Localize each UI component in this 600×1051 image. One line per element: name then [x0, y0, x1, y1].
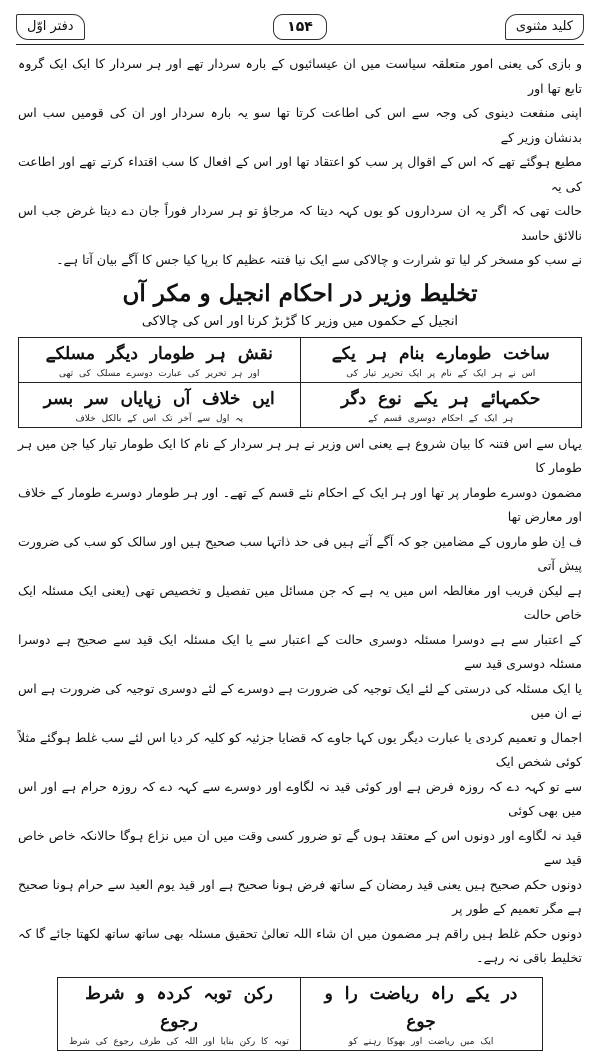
verse-cell: [19, 382, 301, 427]
verse-translation: توبہ کا رکن بنایا اور اللہ کی طرف رجوع کی شرط: [69, 1036, 289, 1047]
page-body: [18, 52, 582, 1051]
verse-row: [19, 382, 582, 427]
verse-translation: اور ہر تحریر کی عبارت دوسرے مسلک کی تھی: [59, 368, 260, 379]
verse-line: در یکے راہ ریاضت را و جوع: [324, 983, 518, 1032]
verse-line: ایں خلاف آں زپایاں سر بسر: [43, 388, 275, 409]
verse-line: رکن توبہ کردہ و شرط رجوع: [85, 983, 273, 1032]
verse-line: حکمہائے ہر یکے نوع دگر: [341, 388, 541, 409]
verse-table: [57, 977, 542, 1051]
book-title-label: کلید مثنوی: [505, 14, 584, 40]
verse-cell: [300, 382, 582, 427]
text-line: کے اعتبار سے ہے دوسرا مسئلہ دوسری حالت کے اعتبار سے یا ایک مسئلہ ایک قید سے صحیح ہے دوسرا مسئلہ دوسری قید سے: [18, 631, 582, 671]
page-number: ۱۵۴: [273, 14, 327, 40]
text-line: ہے لیکن فریب اور مغالطہ اس میں یہ ہے کہ جن مسائل میں تفصیل و تخصیص تھی (یعنی ایک مسئلہ ایک خاص حالت: [18, 582, 582, 622]
volume-label: دفتر اوّل: [16, 14, 85, 40]
verse-translation: ایک میں ریاضت اور بھوکا رہنے کو: [348, 1036, 494, 1047]
verse-cell: [58, 977, 300, 1050]
header-rule: [16, 44, 584, 45]
section-subheading: انجیل کے حکموں میں وزیر کا گڑبڑ کرنا اور اس کی چالاکی: [141, 313, 459, 329]
verse-row: [19, 337, 582, 382]
text-line: حالت تھی کہ اگر یہ ان سرداروں کو یوں کہہ دیتا کہ مرجاؤ تو ہر سردار فوراً جان دے دیتا غرض جب اس نالائق حاسد: [18, 203, 582, 243]
commentary-paragraph: [18, 432, 582, 971]
verse-line: نقش ہر طومار دیگر مسلکے: [45, 343, 273, 364]
text-line: دونوں حکم صحیح ہیں یعنی قید رمضان کے ساتھ فرض ہونا صحیح ہے اور قید یوم العید سے حرام ہونا صحیح ہے مگر تعمیم کے طور پر: [18, 876, 582, 916]
text-line: اجمال و تعمیم کردی یا عبارت دیگر یوں کہا جاوے کہ قضایا جزئیہ کو کلیہ کر دیا اس لئے سب غلط ہوگئے مثلاً کوئی شخص ایک: [18, 729, 582, 769]
text-line: یہاں سے اس فتنہ کا بیان شروع ہے یعنی اس وزیر نے ہر ہر سردار کے نام کا ایک طومار تیار کیا جن میں ہر طومار کا: [18, 435, 582, 475]
text-line: ف اِن طو ماروں کے مضامین جو کہ آگے آتے ہیں فی حد ذاتہا سب صحیح ہیں اور سالک کو سب کی ضرورت پیش آتی: [18, 533, 582, 573]
text-line: نے سب کو مسخر کر لیا تو شرارت و چالاکی سے ایک نیا فتنہ عظیم کا برپا کیا جس کا آگے بیان آتا ہے۔: [56, 252, 582, 267]
text-line: قید نہ لگاوے اور دونوں اس کے معتقد ہوں گے تو ضرور کسی وقت میں ان میں نزاع ہوگا حالانکہ خاص خاص قید سے: [18, 827, 582, 867]
text-line: اپنی منفعت دینوی کی وجہ سے اس کی اطاعت کرتا تھا سو یہ بارہ سردار اور ان کی قومیں سب اس بدنشان وزیر کے: [18, 105, 582, 145]
text-line: یا ایک مسئلہ کی درستی کے لئے ایک توجیہ کی ضرورت ہے دوسرے کے لئے دوسری توجیہ کی ضرورت ہے اس نے ان میں: [18, 680, 582, 720]
section-heading: تخلیط وزیر در احکام انجیل و مکر آں: [122, 279, 478, 307]
intro-paragraph: [18, 52, 582, 273]
page-header: [16, 14, 584, 44]
text-line: دونوں حکم غلط ہیں راقم ہر مضمون میں ان شاء اللہ تعالیٰ تحقیق مسئلہ بھی ساتھ ساتھ لکھتا جائے گا کہ تخلیط باقی نہ رہے۔: [18, 925, 582, 965]
verse-cell: [19, 337, 301, 382]
verse-cell: [300, 977, 542, 1050]
verse-translation: یہ اول سے آخر تک اس کے بالکل خلاف: [75, 413, 244, 424]
text-line: سے تو کہہ دے کہ روزہ فرض ہے اور کوئی قید نہ لگاوے اور دوسرے سے کہہ دے کہ روزہ حرام ہے اور اس میں بھی کوئی: [18, 778, 582, 818]
verse-translation: اس نے ہر ایک کے نام پر ایک تحریر تیار کی: [346, 368, 536, 379]
text-line: و بازی کی یعنی امور متعلقہ سیاست میں ان عیسائیوں کے بارہ سردار تھے اور ہر سردار کا ایک ایک گروہ تابع تھا اور: [18, 56, 582, 96]
verse-row: [58, 977, 542, 1050]
verse-table: [18, 337, 582, 428]
verse-cell: [300, 337, 582, 382]
verse-line: ساخت طومارے بنام ہر یکے: [331, 343, 550, 364]
text-line: مطیع ہوگئے تھے کہ اس کے اقوال پر سب کو اعتقاد تھا اور اس کے افعال کا سب اقتداء کرتے تھے اور اطاعت کی یہ: [18, 154, 582, 194]
text-line: مضمون دوسرے طومار پر تھا اور ہر ایک کے احکام نئے قسم کے تھے۔ اور ہر طومار دوسرے طومار کے خلاف اور معارض تھا: [18, 484, 582, 524]
verse-translation: ہر ایک کے احکام دوسری قسم کے: [368, 413, 514, 424]
